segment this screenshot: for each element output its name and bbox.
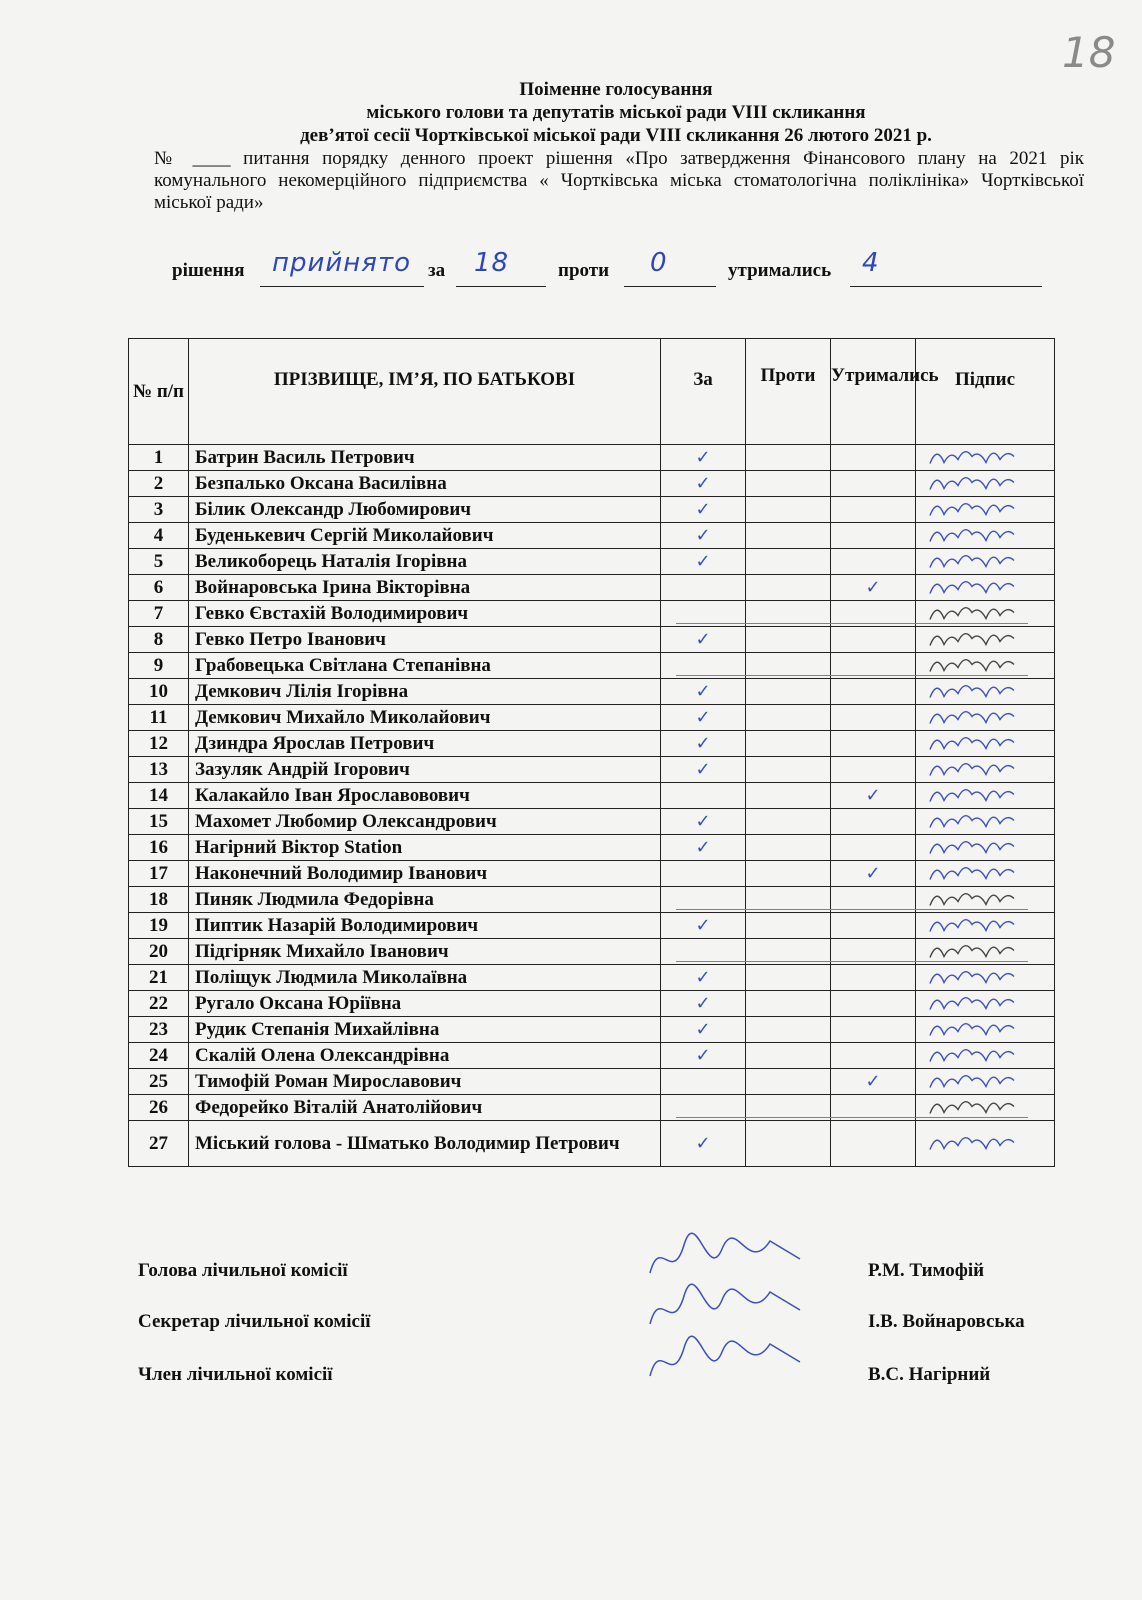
- row-number: 10: [129, 679, 189, 705]
- signature-scribble: [930, 1076, 1014, 1088]
- signature-scribble: [930, 764, 1014, 776]
- check-mark-icon: ✓: [695, 732, 711, 754]
- deputy-name: Гевко Євстахій Володимирович: [189, 601, 661, 627]
- deputy-name: Поліщук Людмила Миколаївна: [189, 965, 661, 991]
- check-mark-icon: ✓: [695, 446, 711, 468]
- deputy-name: Войнаровська Ірина Вікторівна: [189, 575, 661, 601]
- signature-scribble: [930, 816, 1014, 828]
- secretary-name: І.В. Войнаровська: [868, 1311, 1025, 1332]
- deputy-name: Великоборець Наталія Ігорівна: [189, 549, 661, 575]
- deputy-name: Білик Олександр Любомирович: [189, 497, 661, 523]
- check-mark-icon: ✓: [695, 966, 711, 988]
- signature-scribble: [930, 504, 1014, 516]
- row-number: 27: [129, 1121, 189, 1167]
- deputy-name: Демкович Михайло Миколайович: [189, 705, 661, 731]
- col-header-name: ПРІЗВИЩЕ, ІМ’Я, ПО БАТЬКОВІ: [189, 339, 661, 445]
- col-header-signature: Підпис: [916, 339, 1055, 445]
- check-mark-icon: ✓: [865, 862, 881, 884]
- agenda-question: № ____ питання порядку денного проект рішення «Про затвердження Фінансового плану на 2021 рік комунального некомерційного підприємства « Чортківська міська стоматологічна поліклініка» Чортківської міської ради»: [154, 148, 1084, 213]
- check-mark-icon: ✓: [695, 524, 711, 546]
- decision-value: прийнято: [272, 248, 411, 278]
- row-number: 14: [129, 783, 189, 809]
- col-header-for: За: [661, 339, 746, 445]
- deputy-name: Дзиндра Ярослав Петрович: [189, 731, 661, 757]
- signature-scribble: [930, 452, 1014, 464]
- row-number: 16: [129, 835, 189, 861]
- signature-scribble: [930, 1050, 1014, 1062]
- signature-scribble: [930, 1024, 1014, 1036]
- check-mark-icon: ✓: [865, 784, 881, 806]
- check-mark-icon: ✓: [865, 1070, 881, 1092]
- deputy-name: Нагірний Віктор Station: [189, 835, 661, 861]
- check-mark-icon: ✓: [695, 1132, 711, 1154]
- row-number: 25: [129, 1069, 189, 1095]
- committee-signature: [650, 1233, 800, 1273]
- decision-label: рішення: [172, 260, 245, 281]
- row-number: 24: [129, 1043, 189, 1069]
- col-header-num: № п/п: [129, 339, 189, 445]
- col-header-abstained: Утримались: [831, 339, 916, 445]
- row-number: 21: [129, 965, 189, 991]
- abstained-value: 4: [862, 248, 880, 278]
- signature-scribble: [930, 842, 1014, 854]
- deputy-name: Грабовецька Світлана Степанівна: [189, 653, 661, 679]
- deputy-name: Федорейко Віталій Анатолійович: [189, 1095, 661, 1121]
- signature-scribble: [930, 712, 1014, 724]
- deputy-name: Наконечний Володимир Іванович: [189, 861, 661, 887]
- check-mark-icon: ✓: [695, 836, 711, 858]
- committee-signature: [650, 1336, 800, 1376]
- deputy-name: Тимофій Роман Мирославович: [189, 1069, 661, 1095]
- deputy-name: Безпалько Оксана Василівна: [189, 471, 661, 497]
- member-label: Член лічильної комісії: [138, 1364, 333, 1385]
- for-label: за: [428, 260, 446, 281]
- check-mark-icon: ✓: [695, 550, 711, 572]
- deputy-name: Міський голова - Шматько Володимир Петрович: [189, 1121, 661, 1167]
- check-mark-icon: ✓: [695, 758, 711, 780]
- deputy-name: Скалій Олена Олександрівна: [189, 1043, 661, 1069]
- check-mark-icon: ✓: [695, 914, 711, 936]
- row-number: 17: [129, 861, 189, 887]
- check-mark-icon: ✓: [695, 680, 711, 702]
- check-mark-icon: ✓: [695, 472, 711, 494]
- document-subtitle: міського голови та депутатів міської ради VIII скликання: [366, 102, 866, 123]
- check-mark-icon: ✓: [695, 498, 711, 520]
- deputy-name: Батрин Василь Петрович: [189, 445, 661, 471]
- signature-scribble: [930, 556, 1014, 568]
- row-number: 9: [129, 653, 189, 679]
- row-number: 20: [129, 939, 189, 965]
- deputy-name: Калакайло Іван Ярославовович: [189, 783, 661, 809]
- check-mark-icon: ✓: [695, 706, 711, 728]
- deputy-name: Підгірняк Михайло Іванович: [189, 939, 661, 965]
- col-header-against: Проти: [746, 339, 831, 445]
- row-number: 26: [129, 1095, 189, 1121]
- row-number: 2: [129, 471, 189, 497]
- row-number: 5: [129, 549, 189, 575]
- signature-scribble: [930, 1138, 1014, 1150]
- signature-scribble: [930, 738, 1014, 750]
- signature-scribble: [930, 660, 1014, 672]
- deputy-name: Гевко Петро Іванович: [189, 627, 661, 653]
- page-number: 18: [1062, 28, 1116, 77]
- row-number: 11: [129, 705, 189, 731]
- signature-scribble: [930, 894, 1014, 906]
- check-mark-icon: ✓: [695, 992, 711, 1014]
- deputy-name: Демкович Лілія Ігорівна: [189, 679, 661, 705]
- row-number: 3: [129, 497, 189, 523]
- row-number: 22: [129, 991, 189, 1017]
- signature-scribble: [930, 582, 1014, 594]
- deputy-name: Пиптик Назарій Володимирович: [189, 913, 661, 939]
- row-number: 12: [129, 731, 189, 757]
- deputy-name: Пиняк Людмила Федорівна: [189, 887, 661, 913]
- deputy-name: Буденькевич Сергій Миколайович: [189, 523, 661, 549]
- against-label: проти: [558, 260, 610, 281]
- signature-scribble: [930, 972, 1014, 984]
- row-number: 8: [129, 627, 189, 653]
- row-number: 1: [129, 445, 189, 471]
- signature-scribble: [930, 998, 1014, 1010]
- signature-scribble: [930, 1102, 1014, 1114]
- row-number: 7: [129, 601, 189, 627]
- check-mark-icon: ✓: [695, 810, 711, 832]
- row-number: 4: [129, 523, 189, 549]
- committee-signature: [650, 1284, 800, 1324]
- session-line: дев’ятої сесії Чортківської міської ради VIII скликання 26 лютого 2021 р.: [300, 125, 932, 146]
- row-number: 15: [129, 809, 189, 835]
- check-mark-icon: ✓: [695, 628, 711, 650]
- member-name: В.С. Нагірний: [868, 1364, 991, 1385]
- signature-scribble: [930, 634, 1014, 646]
- signature-scribble: [930, 868, 1014, 880]
- chair-label: Голова лічильної комісії: [138, 1260, 348, 1281]
- signature-scribble: [930, 946, 1014, 958]
- document-title: Поіменне голосування: [519, 79, 713, 100]
- deputy-name: Ругало Оксана Юріївна: [189, 991, 661, 1017]
- row-number: 13: [129, 757, 189, 783]
- signature-scribble: [930, 608, 1014, 620]
- deputy-name: Зазуляк Андрій Ігорович: [189, 757, 661, 783]
- signature-scribble: [930, 920, 1014, 932]
- deputy-name: Рудик Степанія Михайлівна: [189, 1017, 661, 1043]
- signature-scribble: [930, 530, 1014, 542]
- row-number: 6: [129, 575, 189, 601]
- against-value: 0: [650, 248, 668, 278]
- check-mark-icon: ✓: [865, 576, 881, 598]
- row-number: 19: [129, 913, 189, 939]
- check-mark-icon: ✓: [695, 1044, 711, 1066]
- deputy-name: Махомет Любомир Олександрович: [189, 809, 661, 835]
- chair-name: Р.М. Тимофій: [868, 1260, 985, 1281]
- row-number: 23: [129, 1017, 189, 1043]
- signature-scribble: [930, 686, 1014, 698]
- secretary-label: Секретар лічильної комісії: [138, 1311, 371, 1332]
- check-mark-icon: ✓: [695, 1018, 711, 1040]
- abstained-label: утримались: [728, 260, 832, 281]
- signature-scribble: [930, 790, 1014, 802]
- signature-scribble: [930, 478, 1014, 490]
- for-value: 18: [474, 248, 510, 278]
- row-number: 18: [129, 887, 189, 913]
